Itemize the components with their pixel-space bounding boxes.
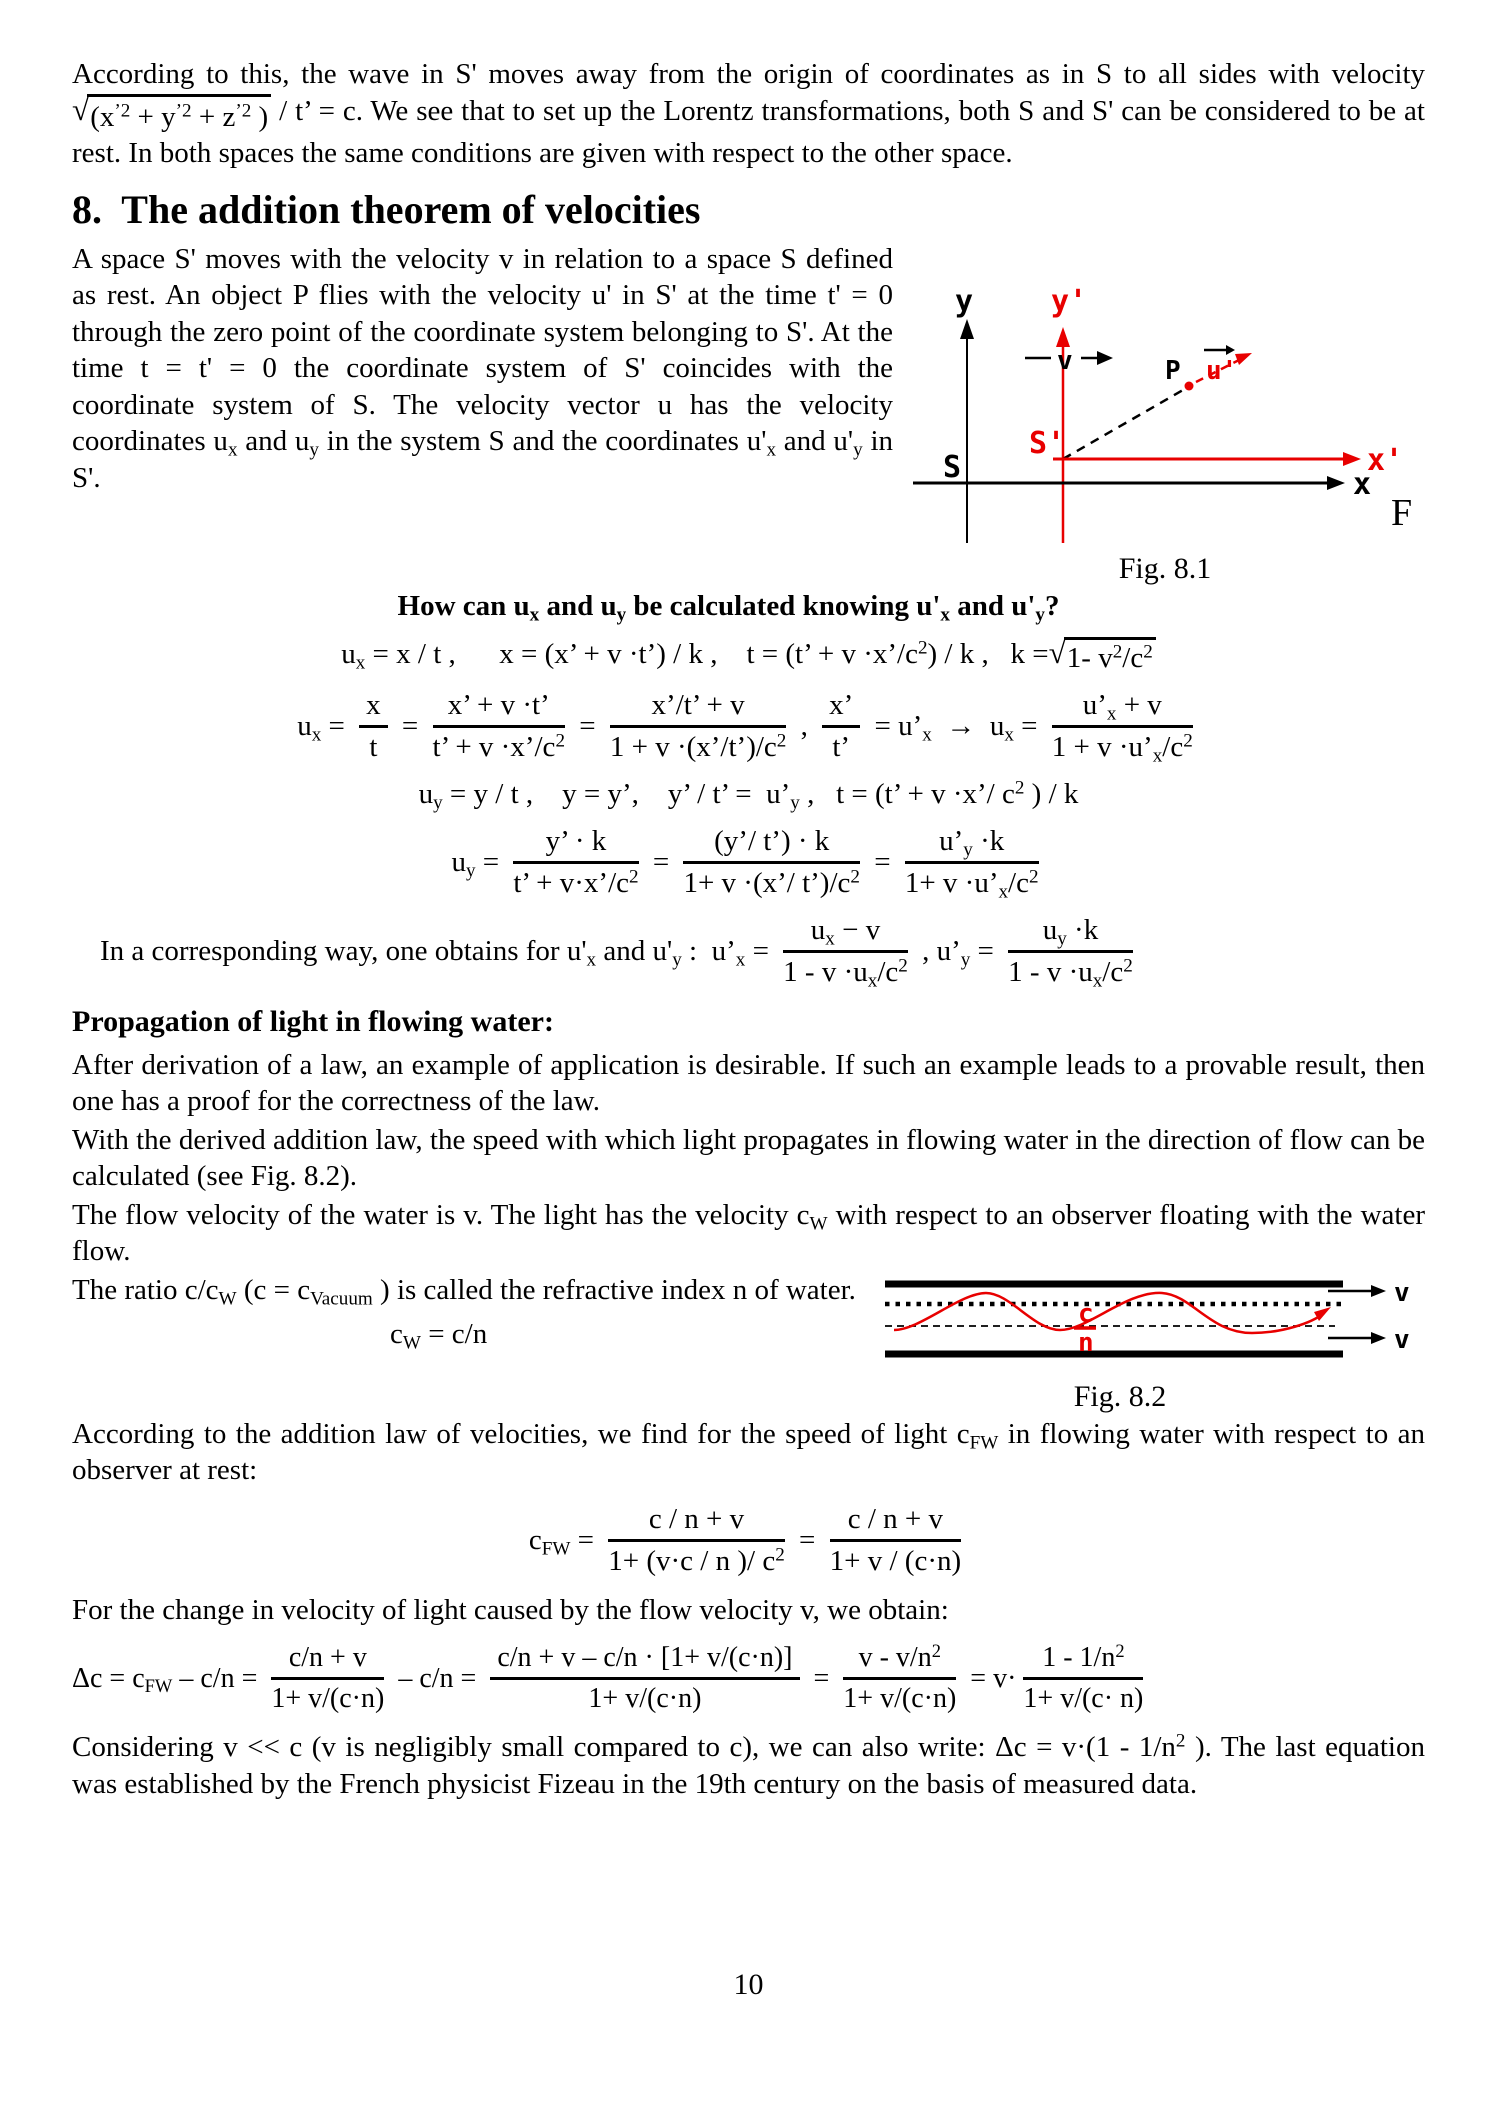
fraction: $\frac{y’ \cdot k}{t’ + v\cdot x’/c^2}$ <box>513 824 639 899</box>
flow-arrow-bottom-head <box>1371 1332 1386 1344</box>
water-paragraph-1: After derivation of a law, an example of application is desirable. If such an example leads to a provable result, then one has a proof for the correctness of the law. <box>72 1048 1425 1118</box>
page-number: 10 <box>733 1968 764 2001</box>
refractive-index-paragraph: The ratio $c/c_W$ ($c = c_{Vacuum}$ ) is called the refractive index n of water. <box>72 1273 856 1310</box>
fraction: $\frac{(y’/ t’) \cdot k}{1+ v \cdot(x’/ t’)/c^2}$ <box>683 824 860 899</box>
change-velocity-paragraph: For the change in velocity of light caused by the flow velocity v, we obtain: <box>72 1593 949 1626</box>
flow-arrow-top-head <box>1371 1285 1386 1297</box>
refraction-block <box>72 1272 1425 1413</box>
space-paragraph: A space S' moves with the velocity v in relation to a space S defined as rest. An object P flies with the velocity u' in S' at the time t' = 0 through the zero point of the coordinate system belonging to S'. At the time t = t' = 0 the coordinate system of S' coincides with the coordinate system of S. The velocity vector u has the velocity coordinates $u_x$ and $u_y$ in the system S and the coordinates $u'_x$ and $u'_y$ in S'. <box>72 242 894 494</box>
equation-ux-derivation: $u_x$ = $\frac{x}{t}$ = $\frac{x’ + v \cdot t’}{t’ + v \cdot x’/c^2}$ = $\frac{x’/t’ + v}{1 + v \cdot(x’/t’)/c^2}$ , $\frac{x’}{t’}$ = $u’_x \to u_x$ = $\frac{u’_x + v}{1 + v \cdot u’_x/c^2}$ <box>297 688 1193 766</box>
space-section <box>72 241 1425 585</box>
fraction: $\frac{c / n + v}{1+ v / (c\cdot n)}$ <box>829 1502 962 1577</box>
fraction: $\frac{v - v/n^2}{1+ v/(c\cdot n)}$ <box>843 1641 957 1715</box>
y-axis-label: y <box>955 283 974 319</box>
fig-8-2-caption: Fig. 8.2 <box>1073 1379 1167 1413</box>
equation-delta-c: $\Delta c = c_{FW} - c/n$ = $\frac{c/n + v}{1+ v/(c\cdot n)}$ – c/n = $\frac{c/n + v - c/n \cdot [1+ v/(c\cdot n)]}{1+ v/(c\cdot n)}$ = $\frac{v - v/n^2}{1+ v/(c\cdot n)}$ = v· $\frac{1 - 1/n^2}{1+ v/(c\cdot n)}$ <box>72 1641 1144 1715</box>
x-prime-arrowhead <box>1343 452 1361 466</box>
fraction: $\frac{x’ + v \cdot t’}{t’ + v \cdot x’/c^2}$ <box>432 688 565 763</box>
water-paragraph-2: With the derived addition law, the speed with which light propagates in flowing water in the direction of flow can be calculated (see Fig. 8.2). <box>72 1123 1425 1193</box>
cn-numerator: c <box>1078 1298 1094 1329</box>
fig-8-2-diagram <box>880 1276 1425 1371</box>
fraction: $\frac{u’_y \cdot k}{1+ v \cdot u’_x/c^2}$ <box>904 824 1039 902</box>
equation-cfw: $c_{FW}$ = $\frac{c / n + v}{1+ (v\cdot c / n )/ c^2}$ = $\frac{c / n + v}{1+ v / (c\cdot n)}$ <box>528 1502 962 1577</box>
frame-s-label: S <box>943 449 962 485</box>
equation-ux-definitions: $u_x = x / t$ , x = (x’ + v ·t’) / k , t = (t’ + $v \cdot x’/c^2) / k$ , k = √ 1- $v^2/c^2$ <box>72 637 1425 675</box>
water-section-heading: Propagation of light in flowing water: <box>72 1004 554 1038</box>
figure-8-1 <box>905 243 1425 586</box>
fraction: $\frac{x’}{t’}$ <box>822 689 860 764</box>
equation-inverse-transforms: In a corresponding way, one obtains for $u'_x$ and $u'_y$ : $u’_x$ = $\frac{u_x - v}{1 - v \cdot u_x/c^2}$ , $u’_y$ = $\frac{u_y \cdot k}{1 - v \cdot u_x/c^2}$ <box>100 913 1133 991</box>
intro-paragraph: According to this, the wave in S' moves away from the origin of coordinates as in S to all sides with velocity √ ($x^{’2} + y^{’2} + z^{’2}$ ) / t’ = c. We see that to set up the Lorentz transformations, both S and S' can be considered to be at rest. In both spaces the same conditions are given with respect to the other space. <box>72 58 1425 170</box>
flow-v-top-label: v <box>1394 1277 1410 1308</box>
x-axis-label: x <box>1353 466 1372 502</box>
equation-cw: $c_W = c/n$ <box>390 1318 488 1354</box>
y-axis-arrowhead <box>960 319 974 339</box>
fraction: $\frac{u_x - v}{1 - v \cdot u_x/c^2}$ <box>783 913 908 991</box>
light-wave-path <box>894 1293 1324 1333</box>
y-prime-arrowhead <box>1056 327 1070 347</box>
fig-8-1-caption: Fig. 8.1 <box>1118 551 1212 585</box>
question-line: How can $u_x$ and $u_y$ be calculated knowing $u'_x$ and $u'_y$? <box>397 589 1060 625</box>
fig-8-1-diagram <box>905 243 1425 543</box>
fraction: $\frac{c/n + v - c/n \cdot [1+ v/(c\cdot n)]}{1+ v/(c\cdot n)}$ <box>490 1642 799 1715</box>
fraction: $\frac{u_y \cdot k}{1 - v \cdot u_x/c^2}$ <box>1008 913 1133 991</box>
u-prime-label: u' <box>1206 355 1238 386</box>
u-prime-arrowhead <box>1235 353 1252 365</box>
water-paragraph-3: The flow velocity of the water is v. The light has the velocity $c_W$ with respect to an observer floating with the water flow. <box>72 1198 1425 1268</box>
u-prime-vector-bar-arrowhead <box>1226 345 1235 355</box>
equation-uy-definitions: $u_y = y / t$ , y = y’, y’ / t’ = $u’_y$ , t = (t’ + v ·x’/ $c^2$ ) / k <box>418 777 1079 813</box>
v-arrowhead <box>1097 351 1113 365</box>
fraction: $\frac{1 - 1/n^2}{1+ v/(c\cdot n)}$ <box>1023 1641 1144 1715</box>
stray-f-letter: F <box>1391 491 1413 534</box>
section-heading: 8. The addition theorem of velocities <box>72 186 701 232</box>
fraction: $\frac{x’/t’ + v}{1 + v \cdot(x’/t’)/c^2}$ <box>609 688 787 763</box>
fraction: $\frac{c / n + v}{1+ (v\cdot c / n )/ c^2}$ <box>608 1502 785 1577</box>
cn-denominator: n <box>1078 1327 1094 1358</box>
figure-8-2 <box>880 1276 1425 1414</box>
y-prime-axis-label: y' <box>1051 283 1088 319</box>
fraction: $\frac{c/n + v}{1+ v/(c\cdot n)}$ <box>271 1642 385 1715</box>
fizeau-paragraph: Considering v << c (v is negligibly small compared to c), we can also write: $\Delta c = v\cdot(1 - 1/n^2$ ). The last equation was established by the French physicist Fizeau in the 19th century on the basis of measured data. <box>72 1730 1425 1800</box>
flow-v-bottom-label: v <box>1394 1324 1410 1355</box>
fraction: $\frac{u’_x + v}{1 + v \cdot u’_x/c^2}$ <box>1051 688 1193 766</box>
v-label: v <box>1057 345 1073 376</box>
frame-s-prime-label: S' <box>1029 425 1066 461</box>
x-axis-arrowhead <box>1327 476 1345 490</box>
x-prime-axis-label: x' <box>1367 442 1404 478</box>
trajectory-dashed-line <box>1063 390 1183 459</box>
addition-law-paragraph: According to the addition law of velocities, we find for the speed of light $c_{FW}$ in flowing water with respect to an observer at rest: <box>72 1417 1425 1487</box>
fraction: $\frac{x}{t}$ <box>359 689 388 764</box>
point-p-label: P <box>1165 355 1181 386</box>
equation-uy-derivation: $u_y$ = $\frac{y’ \cdot k}{t’ + v\cdot x’/c^2}$ = $\frac{(y’/ t’) \cdot k}{1+ v \cdot(x’/ t’)/c^2}$ = $\frac{u’_y \cdot k}{1+ v \cdot u’_x/c^2}$ <box>451 824 1039 902</box>
point-p-dot <box>1185 381 1194 390</box>
